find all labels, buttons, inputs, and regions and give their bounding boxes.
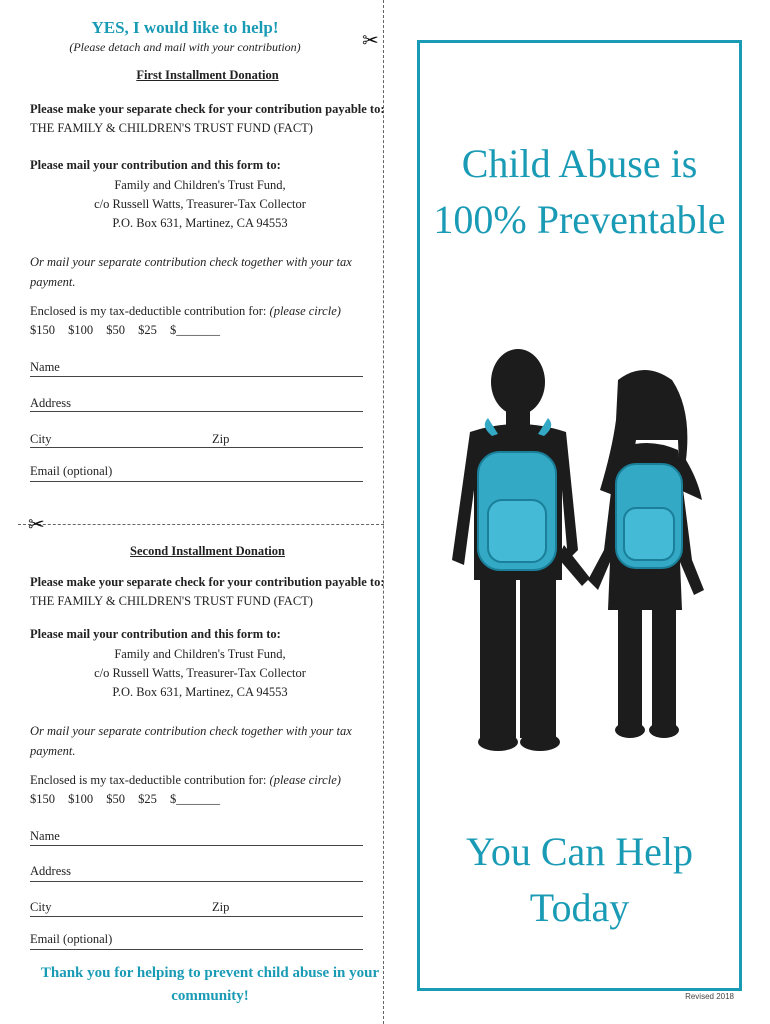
address-field[interactable] — [30, 410, 363, 412]
address-label: Address — [30, 396, 71, 410]
email-field[interactable] — [30, 480, 363, 482]
form-subtitle: (Please detach and mail with your contribution) — [69, 40, 301, 54]
payable-label: Please make your separate check for your contribution payable to: — [30, 575, 385, 589]
amount-options[interactable]: $150 $100 $50 $25 $_______ — [30, 323, 220, 337]
payable-to: THE FAMILY & CHILDREN'S TRUST FUND (FACT) — [30, 121, 313, 135]
email-field[interactable] — [30, 948, 363, 950]
mailing-address: Family and Children's Trust Fund, c/o Russell Watts, Treasurer-Tax Collector P.O. Box 631, Martinez, CA 94553 — [94, 647, 306, 699]
city-zip-field[interactable] — [30, 915, 363, 917]
enclosed-line: Enclosed is my tax-deductible contribution for: (please circle) — [30, 304, 341, 318]
mailing-address: Family and Children's Trust Fund, c/o Russell Watts, Treasurer-Tax Collector P.O. Box 631, Martinez, CA 94553 — [94, 178, 306, 230]
zip-label: Zip — [212, 900, 230, 914]
address-field[interactable] — [30, 880, 363, 882]
name-label: Name — [30, 360, 60, 374]
name-label: Name — [30, 829, 60, 843]
name-field[interactable] — [30, 375, 363, 377]
thank-you-message: Thank you for helping to prevent child abuse in your community! — [40, 965, 380, 1004]
city-label: City — [30, 432, 52, 446]
horizontal-cut-line — [18, 524, 384, 525]
city-label: City — [30, 900, 52, 914]
or-mail-note: Or mail your separate contribution check together with your tax payment. — [30, 724, 352, 758]
headline: Child Abuse is 100% Preventable — [433, 141, 726, 242]
email-label: Email (optional) — [30, 932, 113, 946]
zip-label: Zip — [212, 432, 230, 446]
scissors-icon: ✂ — [28, 512, 45, 536]
call-to-action: You Can Help Today — [465, 829, 694, 930]
backpack-icon — [616, 464, 682, 568]
mail-label: Please mail your contribution and this form to: — [30, 158, 281, 172]
enclosed-line: Enclosed is my tax-deductible contribution for: (please circle) — [30, 773, 341, 787]
city-zip-field[interactable] — [30, 446, 363, 448]
name-field[interactable] — [30, 844, 363, 846]
vertical-cut-line — [383, 0, 384, 1024]
payable-to: THE FAMILY & CHILDREN'S TRUST FUND (FACT) — [30, 594, 313, 608]
payable-label: Please make your separate check for your contribution payable to: — [30, 102, 385, 116]
address-label: Address — [30, 864, 71, 878]
scissors-icon: ✂ — [362, 28, 379, 52]
form-title: YES, I would like to help! — [91, 18, 279, 37]
email-label: Email (optional) — [30, 464, 113, 478]
children-silhouette-illustration — [440, 340, 720, 760]
mail-label: Please mail your contribution and this form to: — [30, 627, 281, 641]
first-installment-heading: First Installment Donation — [136, 68, 279, 82]
amount-options[interactable]: $150 $100 $50 $25 $_______ — [30, 792, 220, 806]
or-mail-note: Or mail your separate contribution check together with your tax payment. — [30, 255, 352, 289]
second-installment-heading: Second Installment Donation — [130, 544, 285, 558]
revised-date: Revised 2018 — [685, 992, 734, 1001]
